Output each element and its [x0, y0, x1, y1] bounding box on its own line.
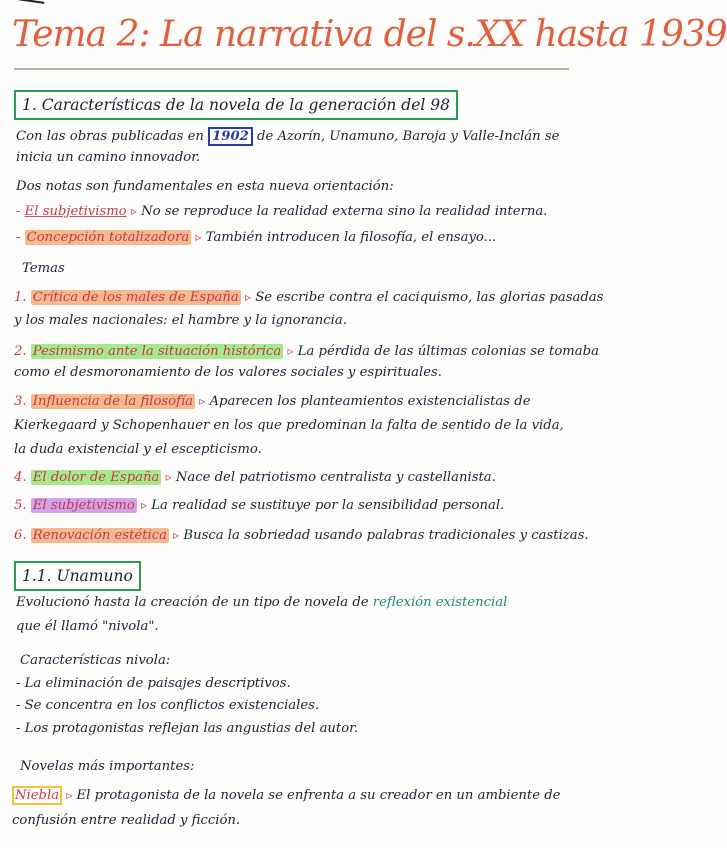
notes-line: Dos notas son fundamentales en esta nueva orientación: — [16, 179, 394, 194]
theme-label: El subjetivismo — [32, 498, 135, 513]
char-item-1: - La eliminación de paisajes descriptivos. — [16, 676, 291, 691]
arrow-icon: ▹ — [287, 344, 294, 358]
title-divider — [14, 68, 569, 70]
theme-number: 4. — [14, 470, 27, 485]
intro-prefix: Con las obras publicadas en — [16, 129, 204, 144]
arrow-icon: ▹ — [141, 498, 148, 512]
unamuno-intro-1 — [16, 594, 507, 612]
theme-text: La pérdida de las últimas colonias se tomaba — [297, 344, 599, 359]
note-label: El subjetivismo — [24, 204, 127, 219]
theme-number: 6. — [14, 528, 27, 543]
note-totalizadora: - Concepción totalizadora ▹ También introducen la filosofía, el ensayo... — [16, 230, 497, 245]
theme-2 — [14, 342, 599, 361]
theme-1 — [14, 288, 603, 307]
theme-number: 3. — [14, 394, 27, 409]
page-title: Tema 2: La narrativa del s.XX hasta 1939 — [12, 14, 727, 55]
themes-heading: Temas — [22, 261, 65, 276]
theme-number: 2. — [14, 344, 27, 359]
section-1-heading: 1. Características de la novela de la generación del 98 — [14, 90, 458, 120]
note-label: Concepción totalizadora — [26, 230, 190, 245]
theme-5 — [14, 496, 504, 515]
theme-label: Crítica de los males de España — [32, 290, 239, 305]
niebla-text: El protagonista de la novela se enfrenta a su creador en un ambiente de — [76, 788, 561, 803]
theme-text: Nace del patriotismo centralista y castellanista. — [175, 470, 496, 485]
arrow-icon: ▹ — [130, 204, 137, 218]
note-subjetivismo: - El subjetivismo ▹ No se reproduce la realidad externa sino la realidad interna. — [16, 204, 548, 219]
intro-line-1 — [16, 128, 559, 146]
note-text: No se reproduce la realidad externa sino la realidad interna. — [141, 204, 548, 219]
theme-4 — [14, 468, 496, 487]
intro-line-2: inicia un camino innovador. — [16, 150, 201, 165]
theme-number: 5. — [14, 498, 27, 513]
char-item-2: - Se concentra en los conflictos existenciales. — [16, 698, 320, 713]
pen-mark — [18, 0, 45, 10]
arrow-icon: ▹ — [199, 394, 206, 408]
theme-2-cont: como el desmoronamiento de los valores sociales y espirituales. — [14, 365, 442, 380]
theme-label: Pesimismo ante la situación histórica — [32, 344, 282, 359]
novel-niebla-cont: confusión entre realidad y ficción. — [12, 813, 241, 828]
theme-text: Busca la sobriedad usando palabras tradicionales y castizas. — [183, 528, 589, 543]
unamuno-intro-2: que él llamó "nivola". — [16, 619, 159, 634]
arrow-icon: ▹ — [66, 788, 73, 802]
theme-3-cont: Kierkegaard y Schopenhauer en los que predominan la falta de sentido de la vida, — [14, 418, 564, 433]
novel-niebla — [12, 786, 560, 805]
note-text: También introducen la filosofía, el ensayo... — [205, 230, 497, 245]
theme-6 — [14, 526, 589, 545]
novels-heading: Novelas más importantes: — [20, 759, 195, 774]
intro-text: Evolucionó hasta la creación de un tipo de novela de — [16, 595, 369, 610]
arrow-icon: ▹ — [195, 230, 202, 244]
arrow-icon: ▹ — [244, 290, 251, 304]
theme-1-cont: y los males nacionales: el hambre y la ignorancia. — [14, 313, 347, 328]
theme-text: Aparecen los planteamientos existencialistas de — [209, 394, 531, 409]
niebla-label: Niebla — [12, 786, 62, 805]
theme-3-cont-2: la duda existencial y el escepticismo. — [14, 442, 262, 457]
char-item-3: - Los protagonistas reflejan las angustias del autor. — [16, 721, 359, 736]
intro-suffix: de Azorín, Unamuno, Baroja y Valle-Inclán se — [257, 129, 560, 144]
year-1902: 1902 — [208, 127, 253, 146]
section-1-1-heading: 1.1. Unamuno — [14, 561, 141, 591]
theme-label: El dolor de España — [32, 470, 160, 485]
chars-heading: Características nivola: — [20, 653, 171, 668]
theme-label: Influencia de la filosofía — [32, 394, 194, 409]
theme-label: Renovación estética — [32, 528, 167, 543]
theme-text: Se escribe contra el caciquismo, las glorias pasadas — [255, 290, 604, 305]
theme-number: 1. — [14, 290, 27, 305]
arrow-icon: ▹ — [173, 528, 180, 542]
highlight-reflexion: reflexión existencial — [372, 595, 508, 610]
arrow-icon: ▹ — [165, 470, 172, 484]
theme-text: La realidad se sustituye por la sensibilidad personal. — [151, 498, 505, 513]
theme-3 — [14, 392, 531, 411]
